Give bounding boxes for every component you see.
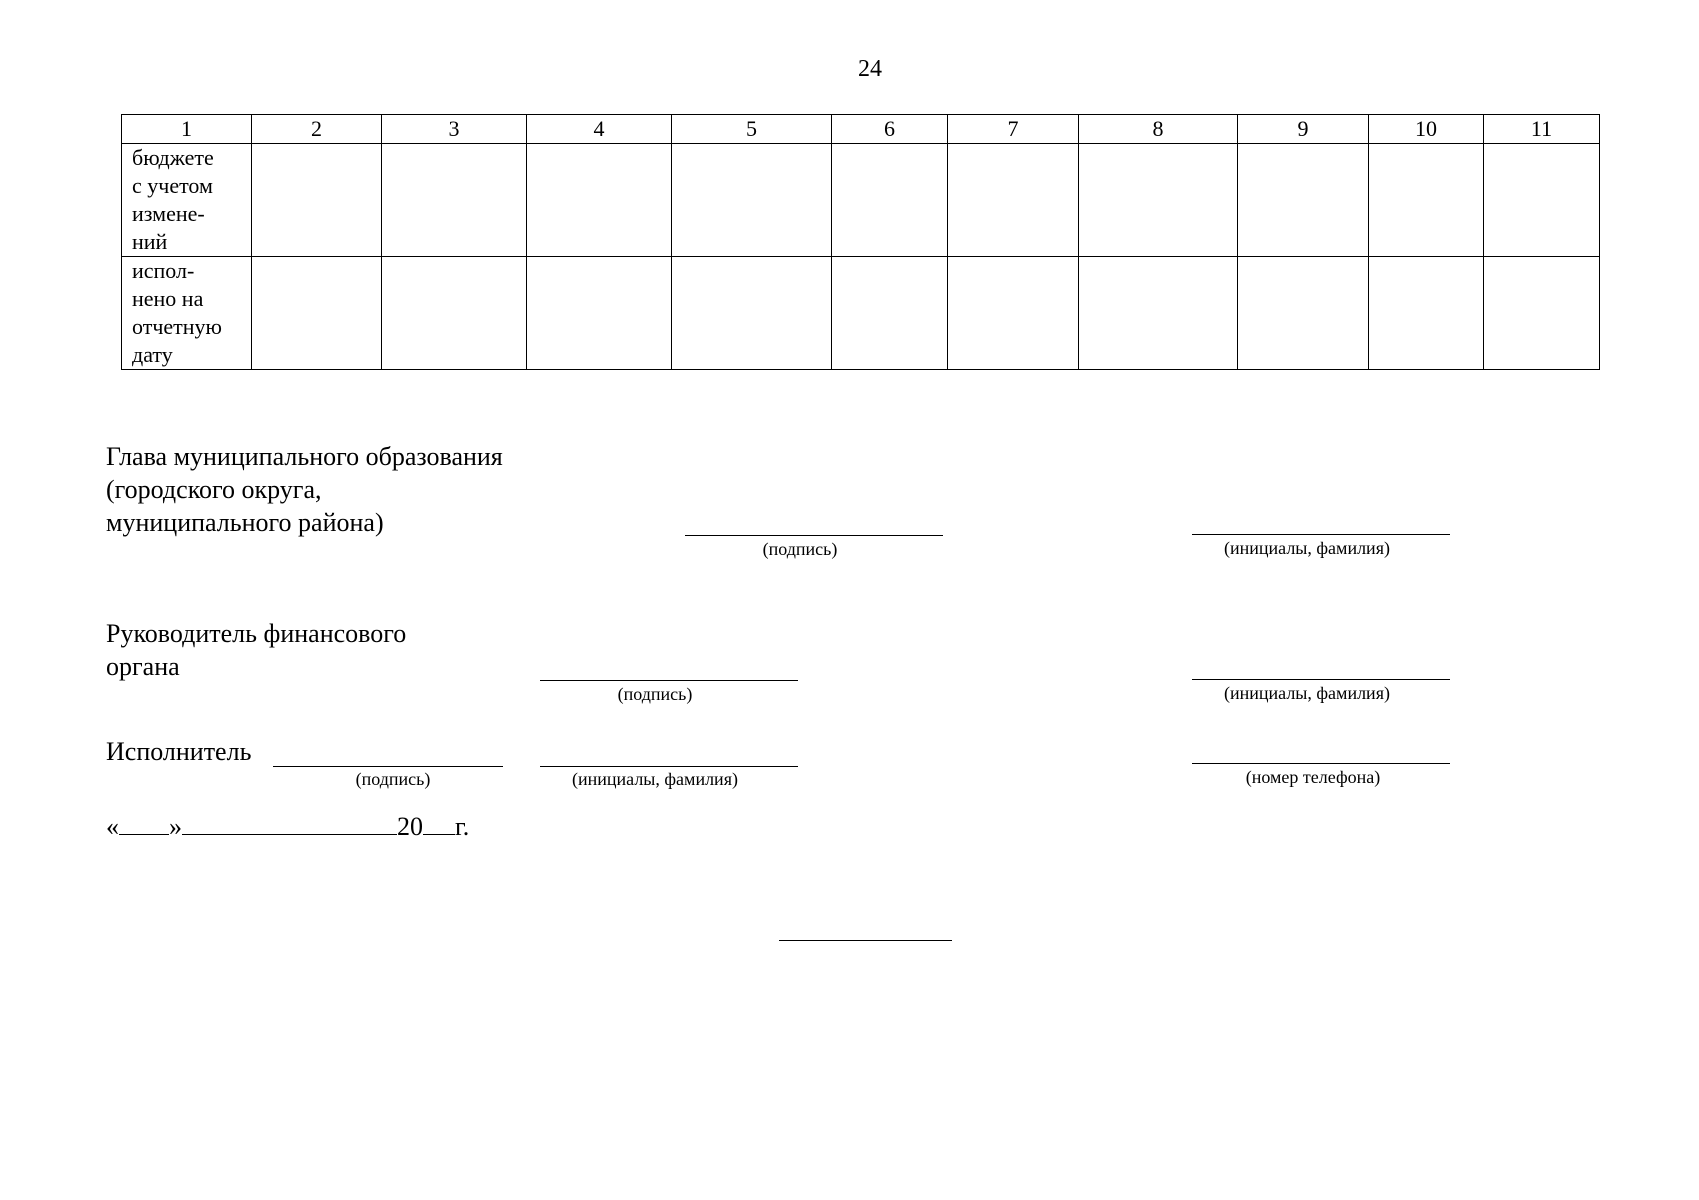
table-cell — [672, 257, 832, 370]
table-cell — [1369, 257, 1484, 370]
column-number-row — [122, 115, 1600, 144]
column-number: 11 — [1484, 115, 1600, 144]
table-cell — [1238, 257, 1369, 370]
executor-signature-line — [273, 766, 503, 767]
head-signature-caption: (подпись) — [762, 539, 838, 559]
head-title: Глава муниципального образования (городского округа, муниципального района) — [106, 442, 503, 537]
column-number: 10 — [1369, 115, 1484, 144]
date-close-quote: » — [169, 812, 182, 841]
table-cell — [832, 144, 948, 257]
column-number: 4 — [527, 115, 672, 144]
table-cell — [382, 257, 527, 370]
year-suffix: г. — [455, 812, 470, 841]
finance-head-name-caption: (инициалы, фамилия) — [1224, 683, 1390, 703]
table-cell — [252, 144, 382, 257]
head-signature-line — [685, 535, 943, 536]
row-label: бюджете с учетом измене- ний — [122, 144, 252, 257]
table-cell — [1238, 144, 1369, 257]
day-blank — [119, 812, 169, 835]
finance-head-name-line — [1192, 679, 1450, 680]
closing-rule — [779, 940, 952, 941]
column-number: 2 — [252, 115, 382, 144]
finance-head-signature-caption: (подпись) — [617, 684, 693, 704]
table-cell — [948, 257, 1079, 370]
page-number: 24 — [858, 56, 882, 82]
executor-name-caption: (инициалы, фамилия) — [572, 769, 738, 789]
year-prefix: 20 — [397, 812, 423, 841]
table-cell — [382, 144, 527, 257]
table-cell — [1369, 144, 1484, 257]
month-blank — [182, 812, 397, 835]
table-cell — [527, 257, 672, 370]
table-row — [122, 144, 1600, 257]
column-number: 1 — [122, 115, 252, 144]
head-name-caption: (инициалы, фамилия) — [1224, 538, 1390, 558]
head-name-line — [1192, 534, 1450, 535]
executor-phone-caption: (номер телефона) — [1245, 767, 1381, 787]
column-number: 6 — [832, 115, 948, 144]
table-cell — [672, 144, 832, 257]
date-line — [106, 812, 469, 842]
table-cell — [832, 257, 948, 370]
finance-head-title: Руководитель финансового органа — [106, 619, 407, 681]
column-number: 3 — [382, 115, 527, 144]
column-number: 5 — [672, 115, 832, 144]
table-cell — [252, 257, 382, 370]
date-open-quote: « — [106, 812, 119, 841]
executor-signature-caption: (подпись) — [355, 769, 431, 789]
executor-title: Исполнитель — [106, 737, 252, 766]
finance-head-signature-line — [540, 680, 798, 681]
table-cell — [948, 144, 1079, 257]
report-table — [121, 114, 1600, 370]
table-cell — [1079, 257, 1238, 370]
table-cell — [1484, 257, 1600, 370]
table-cell — [1484, 144, 1600, 257]
column-number: 9 — [1238, 115, 1369, 144]
table-row — [122, 257, 1600, 370]
executor-phone-line — [1192, 763, 1450, 764]
table-cell — [1079, 144, 1238, 257]
executor-name-line — [540, 766, 798, 767]
year-blank — [423, 812, 455, 835]
column-number: 7 — [948, 115, 1079, 144]
column-number: 8 — [1079, 115, 1238, 144]
row-label: испол- нено на отчетную дату — [122, 257, 252, 370]
table-cell — [527, 144, 672, 257]
